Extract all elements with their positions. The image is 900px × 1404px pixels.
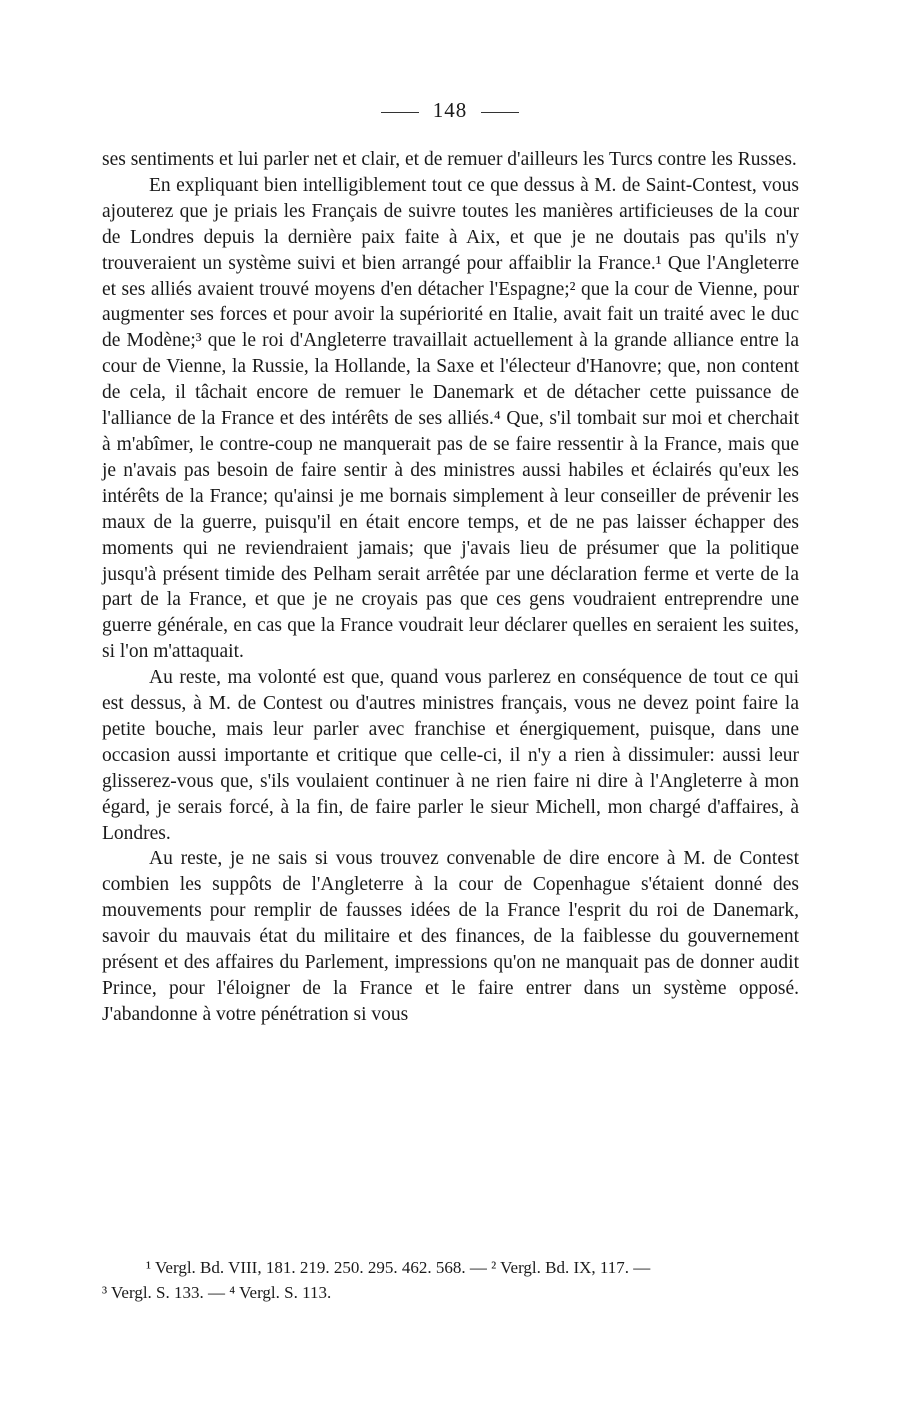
paragraph-4: Au reste, je ne sais si vous trouvez convenable de dire encore à M. de Contest combien les suppôts de l'Angleterre à la cour de Copenhague s'étaient donné des mouvements pour remplir de fausses idées de la France l'esprit du roi de Danemark, savoir du mauvais état du militaire et des finances, de la faiblesse du gouvernement présent et des affaires du Parlement, impressions qu'on ne manquait pas de donner audit Prince, pour l'éloigner de la France et le faire entrer dans un système opposé. J'abandonne à votre pénétration si vous bbox=[102, 848, 799, 1025]
paragraph-continuation: ses sentiments et lui parler net et clair, et de remuer d'ailleurs les Turcs contre les Russes. bbox=[102, 149, 797, 170]
body-text bbox=[102, 147, 799, 1028]
paragraph-2: En expliquant bien intelligiblement tout ce que dessus à M. de Saint-Contest, vous ajouterez que je priais les Français de suivre toutes les manières artificieuses de la cour de Londres depuis la dernière paix faite à Aix, et que je ne doutais pas qu'ils n'y trouveraient un système suivi et bien arrangé pour affaiblir la France.¹ Que l'Angleterre et ses alliés avaient trouvé moyens d'en détacher l'Espagne;² que la cour de Vienne, pour augmenter ses forces et pour avoir la supériorité en Italie, avait fait un traité avec le duc de Modène;³ que le roi d'Angleterre travaillait actuellement à la grande alliance entre la cour de Vienne, la Russie, la Hollande, la Saxe et l'électeur d'Hanovre; que, non content de cela, il tâchait encore de remuer le Danemark et de détacher cette puissance de l'alliance de la France et des intérêts de ses alliés.⁴ Que, s'il tombait sur moi et cherchait à m'abîmer, le contre-coup ne manquerait pas de se faire ressentir à la France, mais que je n'avais pas besoin de faire sentir à des ministres aussi habiles et éclairés qu'eux les intérêts de la France; qu'ainsi je me bornais simplement à leur conseiller de prévenir les maux de la guerre, puisqu'il en était encore temps, et de ne pas laisser échapper des moments qui ne reviendraient jamais; que j'avais lieu de présumer que la politique jusqu'à présent timide des Pelham serait arrêtée par une déclaration ferme et verte de la part de la France, et que je ne croyais pas que ces gens voudraient entreprendre une guerre générale, en cas que la France voudrait leur déclarer quelles en seraient les suites, si l'on m'attaquait. bbox=[102, 174, 799, 663]
footnote-line-1: ¹ Vergl. Bd. VIII, 181. 219. 250. 295. 462. 568. — ² Vergl. Bd. IX, 117. — bbox=[146, 1258, 651, 1277]
right-dash-rule bbox=[481, 112, 519, 113]
page-number bbox=[0, 97, 900, 123]
paragraph-3: Au reste, ma volonté est que, quand vous parlerez en conséquence de tout ce qui est dessus, à M. de Contest ou d'autres ministres français, vous ne devez point faire la petite bouche, mais leur parler avec franchise et énergiquement, puisque, dans une occasion aussi importante et critique que celle-ci, il n'y a rien à dissimuler: aussi leur glisserez-vous que, s'ils voulaient continuer à ne rien faire ni dire à l'Angleterre à mon égard, je serais forcé, à la fin, de faire parler le sieur Michell, mon chargé d'affaires, à Londres. bbox=[102, 667, 799, 844]
left-dash-rule bbox=[381, 112, 419, 113]
footnote-line-2: ³ Vergl. S. 133. — ⁴ Vergl. S. 113. bbox=[102, 1283, 332, 1302]
page-number-text: 148 bbox=[432, 98, 468, 122]
footnotes bbox=[102, 1255, 799, 1305]
